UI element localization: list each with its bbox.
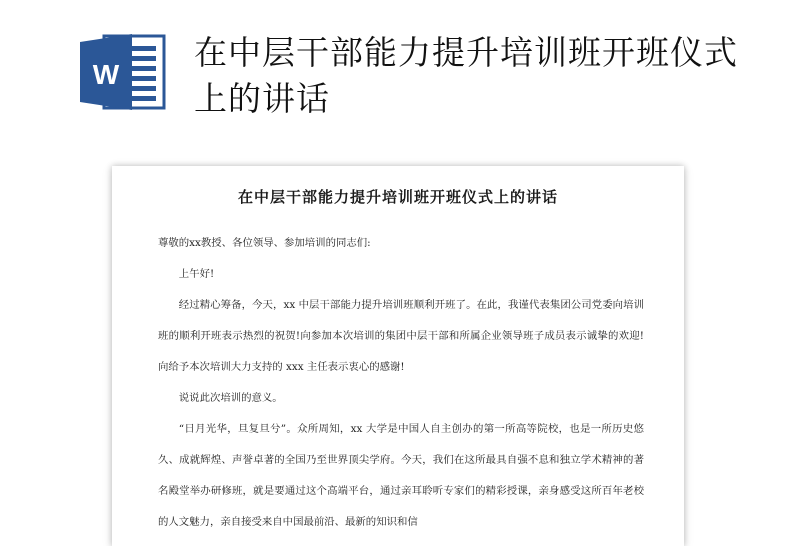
body-paragraph: “日月光华，旦复旦兮”。众所周知，xx 大学是中国人自主创办的第一所高等院校，也是一所历史悠久、成就辉煌、声誉卓著的全国乃至世界顶尖学府。今天，我们在这所最具自强不息和独立学术精神的著名殿堂举办研修班，就是要通过这个高端平台，通过亲耳聆听专家们的精彩授课，亲身感受这所百年老校的人文魅力，亲自接受来自中国最前沿、最新的知识和信 xyxy=(158,423,644,528)
word-icon-letter: W xyxy=(92,59,120,90)
document-title: 在中层干部能力提升培训班开班仪式上的讲话 xyxy=(237,188,558,206)
greeting-paragraph: 上午好! xyxy=(178,268,215,280)
word-document-icon xyxy=(78,32,166,112)
body-paragraph: 说说此次培训的意义。 xyxy=(178,392,283,404)
salutation-paragraph: 尊敬的xx教授、各位领导、参加培训的同志们: xyxy=(158,237,371,249)
header-banner xyxy=(0,0,800,150)
document-page xyxy=(112,166,684,546)
body-paragraph: 经过精心筹备，今天，xx 中层干部能力提升培训班顺利开班了。在此，我谨代表集团公司党委向培训班的顺利开班表示热烈的祝贺!向参加本次培训的集团中层干部和所属企业领导班子成员表示诚挚的欢迎!向给予本次培训大力支持的 xxx 主任表示衷心的感谢! xyxy=(158,299,644,373)
document-body xyxy=(158,228,644,538)
page-title: 在中层干部能力提升培训班开班仪式上的讲话 xyxy=(194,33,738,118)
